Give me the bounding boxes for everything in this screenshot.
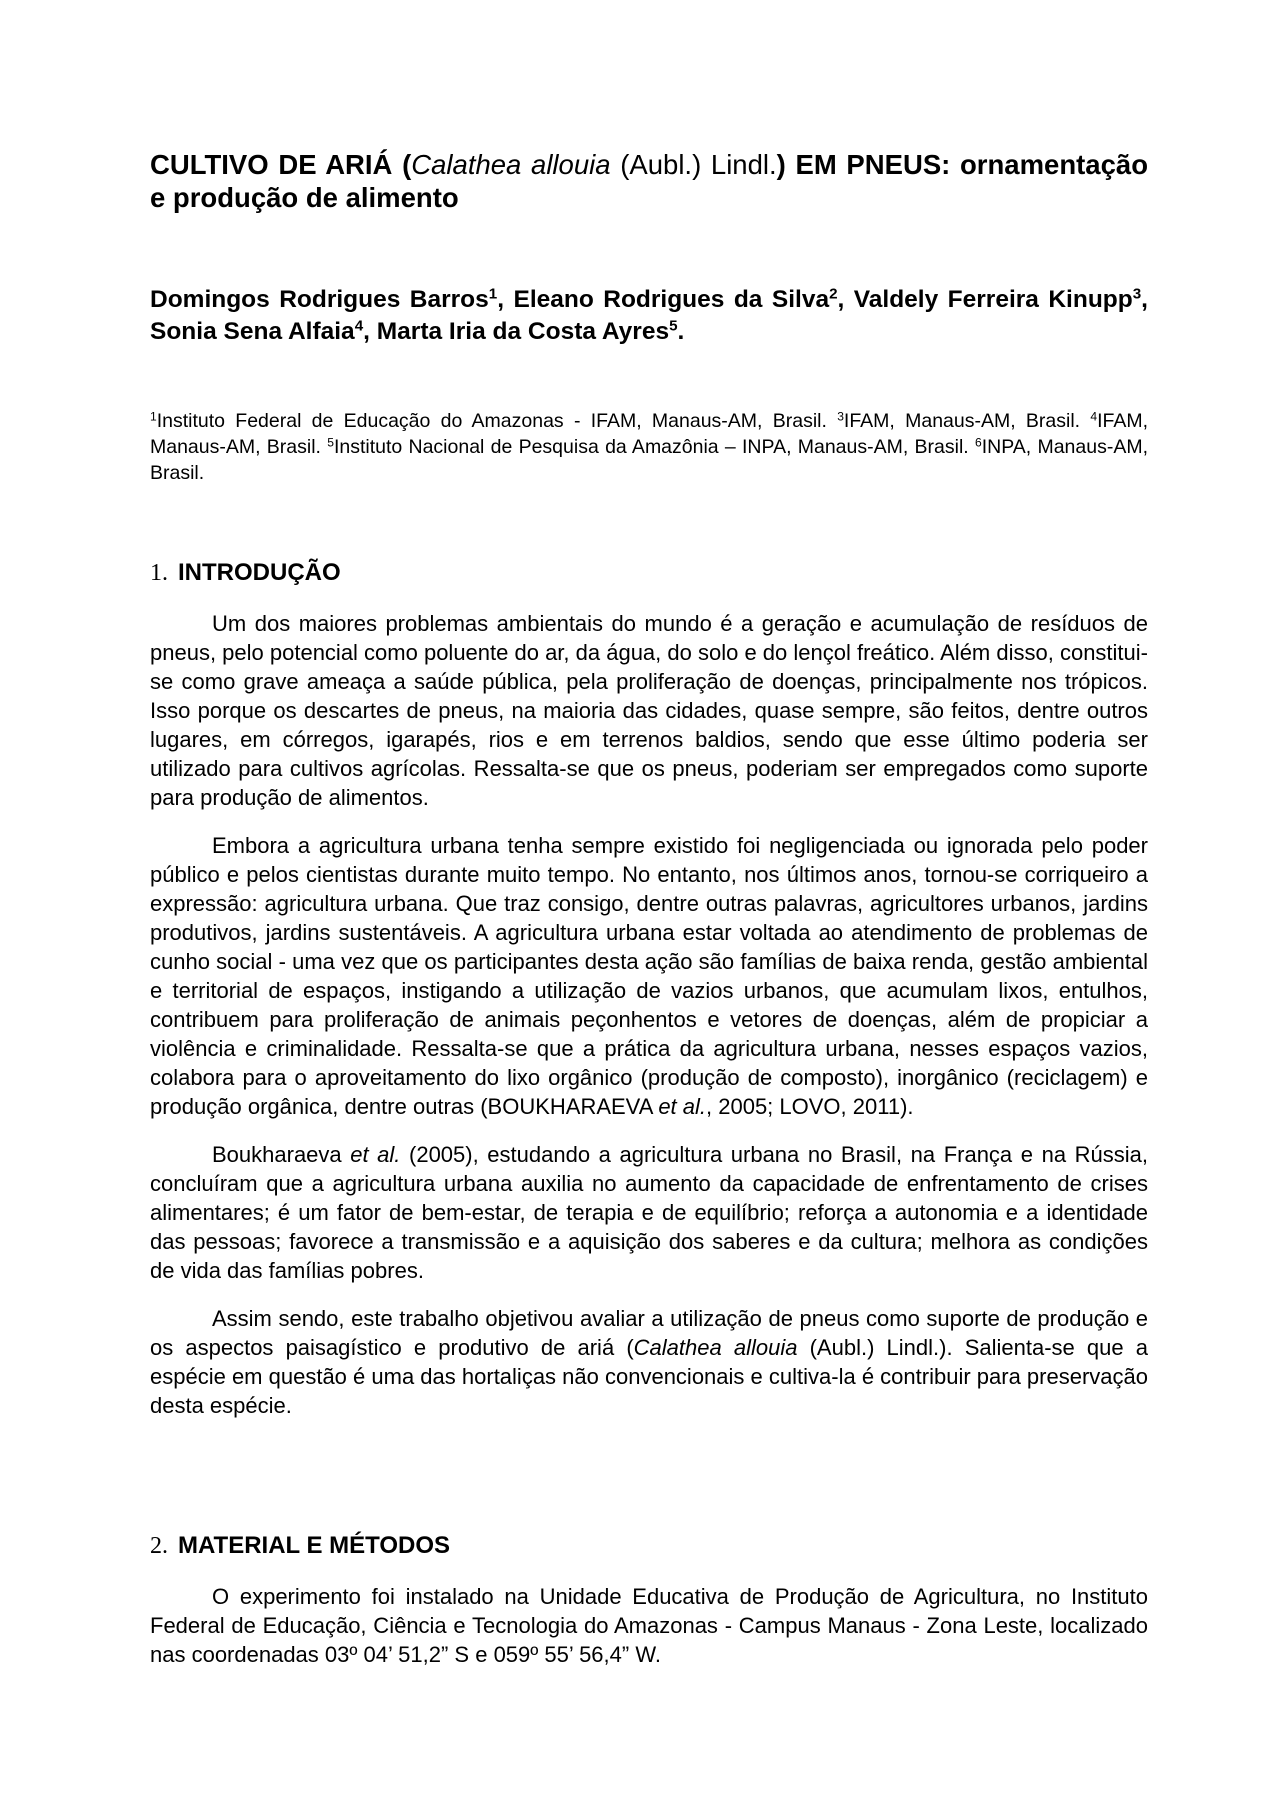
affiliation: $^4$IFAM, Manaus-AM, Brasil. bbox=[150, 409, 1149, 458]
section-heading-material-metodos: 2. MATERIAL E MÉTODOS bbox=[150, 1532, 451, 1559]
title-species: Calathea allouia bbox=[411, 149, 611, 180]
affiliation: $^5$Instituto Nacional de Pesquisa da Amazônia – INPA, Manaus-AM, Brasil. bbox=[327, 435, 975, 458]
author-list bbox=[150, 284, 1148, 348]
affiliations bbox=[150, 408, 1148, 486]
paragraph: Boukharaeva et al. (2005), estudando a agricultura urbana no Brasil, na França e na Rússia, concluíram que a agricultura urbana auxilia no aumento da capacidade de enfrentamento de crises alimentares; é um fator de bem-estar, de terapia e de equilíbrio; reforça a autonomia e a identidade das pessoas; favorece a transmissão e a aquisição dos saberes e da cultura; melhora as condições de vida das famílias pobres. bbox=[150, 1142, 1148, 1283]
author: Eleano Rodrigues da Silva$^2$, bbox=[513, 285, 854, 313]
author: Marta Iria da Costa Ayres$^5$. bbox=[376, 317, 685, 345]
paragraph: Um dos maiores problemas ambientais do mundo é a geração e acumulação de resíduos de pneus, pelo potencial como poluente do ar, da água, do solo e do lençol freático. Além disso, constitui-se como grave ameaça a saúde pública, pela proliferação de doenças, principalmente nos trópicos. Isso porque os descartes de pneus, na maioria das cidades, quase sempre, são feitos, dentre outros lugares, em córregos, igarapés, rios e em terrenos baldios, sendo que esse último poderia ser utilizado para cultivos agrícolas. Ressalta-se que os pneus, poderiam ser empregados como suporte para produção de alimentos. bbox=[150, 611, 1148, 810]
paragraph: Assim sendo, este trabalho objetivou avaliar a utilização de pneus como suporte de produção e os aspectos paisagístico e produtivo de ariá (Calathea allouia (Aubl.) Lindl.). Salienta-se que a espécie em questão é uma das hortaliças não convencionais e cultiva-la é contribuir para preservação desta espécie. bbox=[150, 1306, 1148, 1418]
affiliation: $^3$IFAM, Manaus-AM, Brasil. bbox=[837, 409, 1091, 432]
section-body-introducao bbox=[150, 609, 1148, 1439]
affiliation: $^6$INPA, Manaus-AM, Brasil. bbox=[150, 435, 1148, 484]
section-body-material-metodos bbox=[150, 1582, 1148, 1688]
author: Valdely Ferreira Kinupp$^3$, bbox=[853, 285, 1148, 313]
paragraph: Embora a agricultura urbana tenha sempre existido foi negligenciada ou ignorada pelo poder público e pelos cientistas durante muito tempo. No entanto, nos últimos anos, tornou-se corriqueiro a expressão: agricultura urbana. Que traz consigo, dentre outras palavras, agricultores urbanos, jardins produtivos, jardins sustentáveis. A agricultura urbana estar voltada ao atendimento de problemas de cunho social - uma vez que os participantes desta ação são famílias de baixa renda, gestão ambiental e territorial de espaços, instigando a utilização de vazios urbanos, que acumulam lixos, entulhos, contribuem para proliferação de animais peçonhentos e vetores de doenças, além de propiciar a violência e criminalidade. Ressalta-se que a prática da agricultura urbana, nesses espaços vazios, colabora para o aproveitamento do lixo orgânico (produção de composto), inorgânico (reciclagem) e produção orgânica, dentre outras (BOUKHARAEVA et al., 2005; LOVO, 2011). bbox=[150, 833, 1148, 1119]
affiliation: $^1$Instituto Federal de Educação do Amazonas - IFAM, Manaus-AM, Brasil. bbox=[150, 409, 838, 432]
author: Domingos Rodrigues Barros$^1$, bbox=[150, 285, 514, 313]
paper-title: CULTIVO DE ARIÁ (Calathea allouia (Aubl.) Lindl.) EM PNEUS: ornamentação e produção de alimento bbox=[150, 149, 1148, 213]
author: Sonia Sena Alfaia$^4$, bbox=[150, 317, 377, 345]
paragraph: O experimento foi instalado na Unidade Educativa de Produção de Agricultura, no Instituto Federal de Educação, Ciência e Tecnologia do Amazonas - Campus Manaus - Zona Leste, localizado nas coordenadas 03º 04’ 51,2” S e 059º 55’ 56,4” W. bbox=[150, 1584, 1148, 1667]
section-heading-introducao: 1. INTRODUÇÃO bbox=[150, 559, 341, 586]
